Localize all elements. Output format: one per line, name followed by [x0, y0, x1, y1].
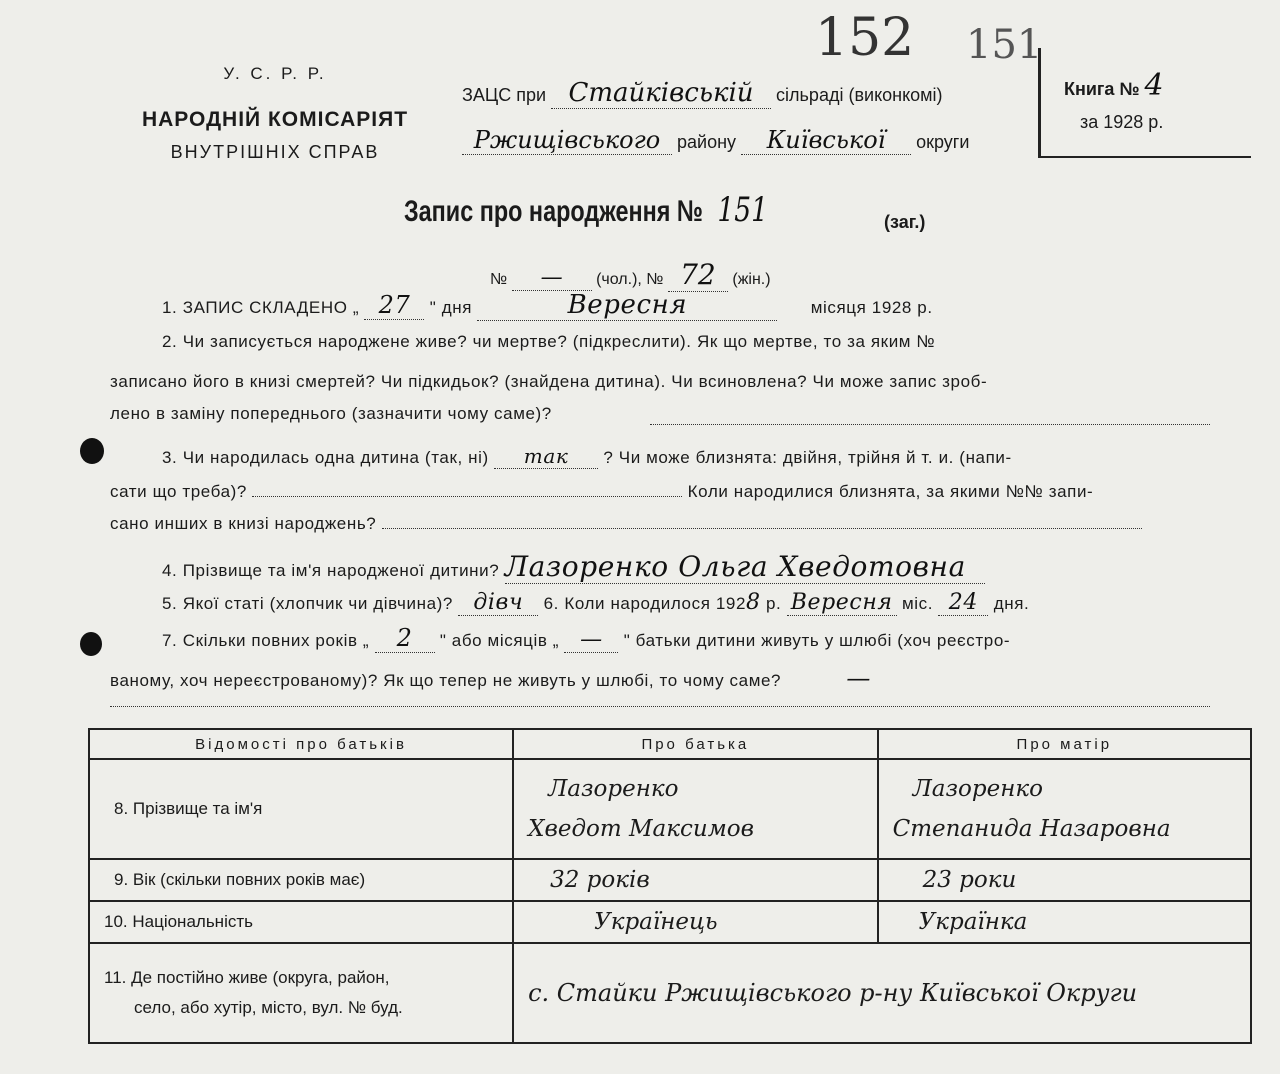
record-number-value: 151 [717, 190, 768, 230]
okrug-value: Київської [741, 126, 911, 155]
item-7-a: 7. Скільки повних років „ [162, 631, 370, 650]
marriage-months-value: — [564, 627, 618, 653]
residence-label-1: 11. Де постійно живе (округа, район, [104, 968, 390, 987]
record-title [404, 190, 776, 230]
mother-given-name: Степанида Назаровна [892, 816, 1171, 842]
item-3-question: 3. Чи народилась одна дитина (так, ні) [162, 448, 489, 467]
item-1-day-value: 27 [364, 291, 424, 320]
residence-label-2: село, або хутір, місто, вул. № буд. [134, 998, 403, 1017]
row-name-label: 8. Прізвище та ім'я [89, 759, 513, 859]
row-residence-label [89, 943, 513, 1043]
book-label: Книга № [1064, 79, 1140, 99]
zags-prefix: ЗАЦС при [462, 85, 547, 105]
header-info: Відомості про батьків [89, 729, 513, 759]
item-3-line-3-blank [382, 528, 1142, 529]
district-label: району [677, 132, 737, 152]
item-7-line-2-text: ваному, хоч нереєстрованому)? Як що тепер не живуть у шлюбі, то чому саме? [110, 671, 782, 690]
item-7-b: " або місяців „ [439, 631, 560, 650]
item-3-answer: так [494, 444, 598, 469]
item-1 [162, 290, 933, 321]
item-3-line-2-b: Коли народилися близнята, за якими №№ запи- [687, 482, 1094, 501]
handwritten-number-152: 152 [815, 8, 915, 68]
item-1-month-value: Вересня [477, 290, 777, 321]
item-6-year-suffix: р. [765, 594, 782, 613]
item-3-line-1 [162, 444, 1012, 469]
row-age-label: 9. Вік (скільки повних років має) [89, 859, 513, 901]
item-1-prefix: 1. ЗАПИС СКЛАДЕНО „ [162, 298, 360, 317]
republic-label: У. С. Р. Р. [223, 64, 327, 83]
item-3-line-3-text: сано инших в книзі народжень? [110, 514, 377, 533]
mother-name-cell [878, 759, 1251, 859]
item-4 [162, 550, 985, 584]
item-5-6 [162, 590, 1029, 616]
punch-hole [80, 632, 102, 656]
village-council-suffix: сільраді (виконкомі) [776, 85, 943, 105]
birth-month-value: Вересня [787, 590, 897, 616]
book-number-line [1064, 68, 1164, 103]
female-number-value: 72 [668, 258, 728, 292]
row-residence [89, 943, 1251, 1043]
record-title-text: Запис про народження № [404, 195, 704, 228]
item-3-line-3 [110, 514, 1142, 534]
item-6-label: 6. Коли народилося 192 [543, 594, 746, 613]
item-4-label: 4. Прізвище та ім'я народженої дитини? [162, 561, 500, 580]
row-name [89, 759, 1251, 859]
number-sign: № [490, 271, 508, 288]
header-mother: Про матір [878, 729, 1251, 759]
father-surname: Лазоренко [548, 776, 679, 802]
table-header-row [89, 729, 1251, 759]
item-5-label: 5. Якої статі (хлопчик чи дівчина)? [162, 594, 453, 613]
book-year: за 1928 р. [1080, 112, 1164, 132]
district-value: Ржищівського [462, 126, 672, 155]
child-name-value: Лазоренко Ольга Хведотовна [505, 550, 985, 584]
item-2-line-1: 2. Чи записується народжене живе? чи мертве? (підкреслити). Як що мертве, то за яким № [162, 332, 936, 351]
row-nationality [89, 901, 1251, 943]
ministry-line-2: ВНУТРІШНІХ СПРАВ [170, 142, 380, 162]
village-council-value: Стайківській [551, 78, 771, 109]
book-number-value: 4 [1144, 68, 1164, 103]
male-number-value: — [512, 265, 592, 291]
male-label: (чол.), № [596, 271, 664, 288]
item-2-line-3: лено в заміну попереднього (зазначити чому саме)? [110, 404, 552, 423]
item-6-month-label: міс. [901, 594, 934, 613]
father-age: 32 років [513, 859, 878, 901]
mother-surname: Лазоренко [912, 776, 1043, 802]
book-box [1038, 48, 1251, 158]
gender-numbers-line [490, 258, 771, 292]
item-7-c: " батьки дитини живуть у шлюбі (хоч реєстро- [623, 631, 1011, 650]
item-2-line-2: записано його в книзі смертей? Чи підкидьок? (знайдена дитина). Чи всиновлена? Чи може запис зроб- [110, 372, 988, 391]
header-father: Про батька [513, 729, 878, 759]
residence-value: с. Стайки Ржищівського р-ну Київської Округи [513, 943, 1251, 1043]
item-2-line-3-dots [650, 424, 1210, 425]
father-nationality: Українець [513, 901, 878, 943]
punch-hole [80, 438, 104, 464]
child-sex-value: дівч [458, 590, 538, 616]
row-nationality-label: 10. Національність [89, 901, 513, 943]
item-3-line-2-a: сати що треба)? [110, 482, 247, 501]
marriage-years-value: 2 [375, 624, 435, 653]
item-7-dots [110, 706, 1210, 707]
general-label: (заг.) [884, 212, 926, 232]
district-line [462, 126, 969, 155]
father-given-name: Хведот Максимов [528, 816, 755, 842]
birth-day-value: 24 [938, 590, 988, 616]
item-7-answer: — [846, 664, 872, 692]
zags-line [462, 78, 943, 109]
item-7-line-2 [110, 664, 871, 692]
row-age [89, 859, 1251, 901]
mother-age: 23 роки [878, 859, 1251, 901]
female-label: (жін.) [732, 271, 771, 288]
okrug-label: округи [916, 132, 970, 152]
item-1-day-label: " дня [429, 298, 473, 317]
item-7-line-1 [162, 624, 1010, 653]
parents-table [88, 728, 1252, 1044]
birth-year-digit: 8 [746, 590, 761, 615]
handwritten-number-151: 151 [966, 22, 1043, 68]
item-1-month-label: місяця 1928 р. [810, 298, 933, 317]
ministry-line-1: НАРОДНІЙ КОМІСАРІЯТ [141, 108, 409, 131]
father-name-cell [513, 759, 878, 859]
mother-nationality: Українка [878, 901, 1251, 943]
item-3-line-2 [110, 482, 1093, 502]
item-6-day-label: дня. [993, 594, 1030, 613]
item-3-twins-blank [252, 496, 682, 497]
item-3-question-cont: ? Чи може близнята: двійня, трійня й т. и. (напи- [603, 448, 1012, 467]
